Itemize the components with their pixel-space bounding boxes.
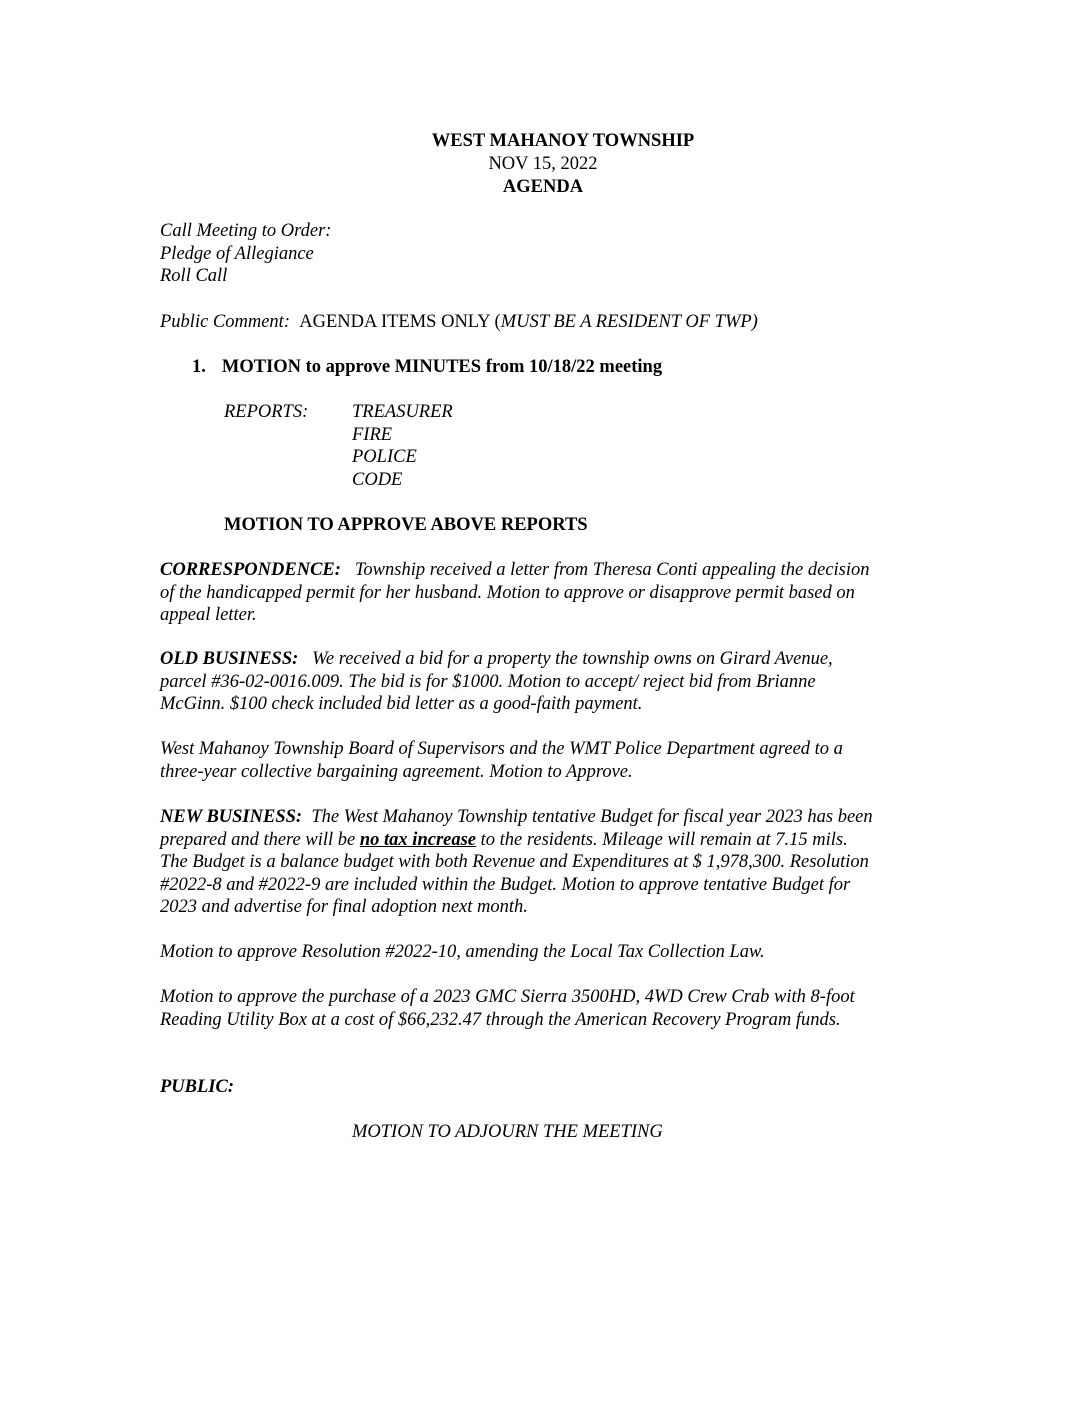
reports-list — [352, 401, 453, 491]
call-to-order: Call Meeting to Order: — [160, 221, 332, 241]
report-treasurer: TREASURER — [352, 402, 453, 422]
reports-motion: MOTION TO APPROVE ABOVE REPORTS — [224, 515, 588, 535]
doc-type: AGENDA — [502, 177, 584, 197]
new-business-line-3: The Budget is a balance budget with both Revenue and Expenditures at $ 1,978,300. Resolution — [160, 852, 869, 872]
police-agreement — [160, 738, 930, 783]
item-1-text: MOTION to approve MINUTES from 10/18/22 meeting — [221, 357, 663, 377]
old-business-line-2: parcel #36-02-0016.009. The bid is for $1000. Motion to accept/ reject bid from Brianne — [160, 671, 816, 692]
correspondence-label: CORRESPONDENCE: — [160, 560, 341, 580]
meeting-date: NOV 15, 2022 — [488, 154, 598, 174]
public-comment-emphasis: MUST BE A RESIDENT OF TWP) — [500, 312, 758, 332]
reports-label: REPORTS: — [224, 402, 309, 422]
purchase-line-1: Motion to approve the purchase of a 2023 GMC Sierra 3500HD, 4WD Crew Crab with 8-foot — [160, 987, 855, 1007]
correspondence-line-1: Township received a letter from Theresa Conti appealing the decision — [354, 560, 870, 580]
old-business-line-3: McGinn. $100 check included bid letter as a good-faith payment. — [160, 694, 643, 714]
item-1-number: 1. — [192, 357, 206, 377]
new-business-line-2-pre: prepared and there will be — [160, 829, 360, 850]
new-business-line-4: #2022-8 and #2022-9 are included within the Budget. Motion to approve tentative Budget for — [160, 874, 851, 895]
org-title: WEST MAHANOY TOWNSHIP — [431, 131, 695, 151]
public-label: PUBLIC: — [160, 1077, 234, 1097]
purchase-line-2: Reading Utility Box at a cost of $66,232.47 through the American Recovery Program funds. — [160, 1009, 841, 1030]
resolution-motion: Motion to approve Resolution #2022-10, amending the Local Tax Collection Law. — [160, 942, 765, 962]
report-police: POLICE — [352, 447, 417, 467]
old-business-line-1: We received a bid for a property the township owns on Girard Avenue, — [312, 649, 833, 669]
no-tax-increase: no tax increase — [359, 829, 477, 850]
public-comment-label: Public Comment: — [160, 312, 290, 332]
correspondence — [160, 559, 930, 627]
new-business-line-5: 2023 and advertise for final adoption next month. — [160, 897, 528, 917]
correspondence-line-2: of the handicapped permit for her husband. Motion to approve or disapprove permit based on — [160, 582, 855, 603]
new-business — [160, 806, 930, 919]
roll-call: Roll Call — [160, 266, 228, 286]
opening-block — [160, 220, 930, 288]
correspondence-line-3: appeal letter. — [160, 605, 257, 625]
old-business — [160, 648, 930, 716]
new-business-label: NEW BUSINESS: — [160, 807, 303, 827]
report-fire: FIRE — [352, 424, 393, 445]
report-code: CODE — [352, 469, 403, 490]
public-comment-text: AGENDA ITEMS ONLY ( — [299, 312, 501, 332]
item-1 — [192, 356, 962, 379]
police-agreement-line-1: West Mahanoy Township Board of Supervisors and the WMT Police Department agreed to a — [160, 739, 843, 759]
new-business-line-1: The West Mahanoy Township tentative Budget for fiscal year 2023 has been — [311, 807, 873, 827]
public-comment — [160, 311, 930, 334]
new-business-line-2-post: to the residents. Mileage will remain at 7.15 mils. — [476, 829, 848, 850]
police-agreement-line-2: three-year collective bargaining agreement. Motion to Approve. — [160, 761, 633, 782]
purchase-motion — [160, 986, 930, 1031]
adjourn-motion: MOTION TO ADJOURN THE MEETING — [352, 1122, 663, 1142]
old-business-label: OLD BUSINESS: — [160, 649, 299, 669]
pledge: Pledge of Allegiance — [160, 243, 314, 264]
